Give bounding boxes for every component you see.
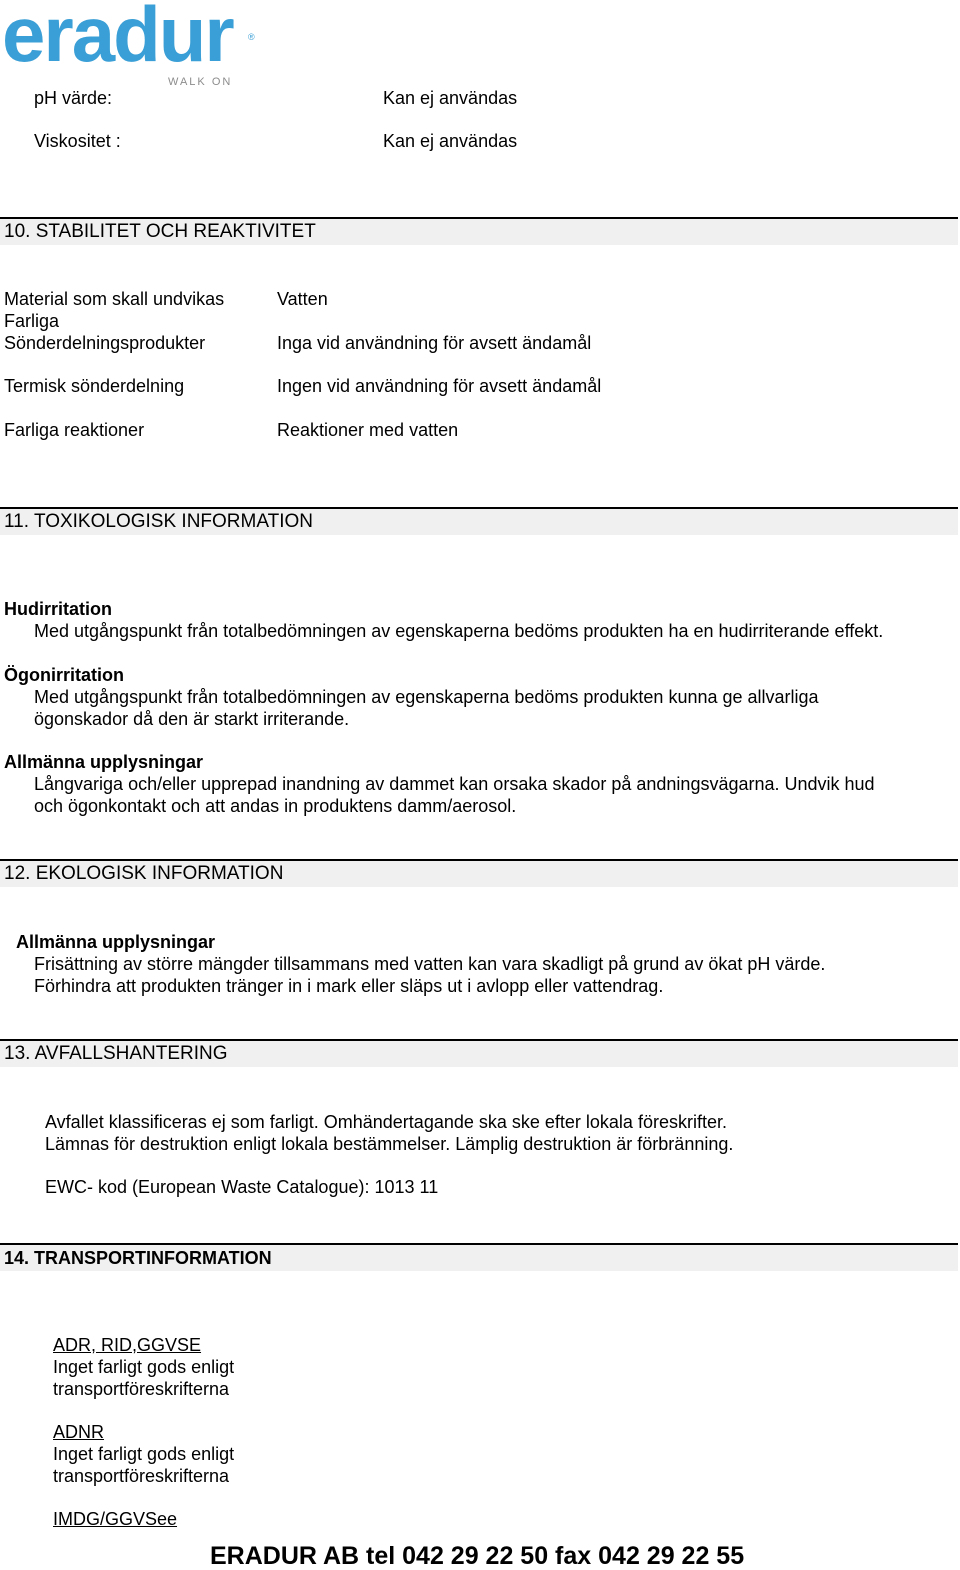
s14-adr-text-2: transportföreskrifterna (53, 1379, 230, 1399)
s11-ogon-text-2: ögonskador då den är starkt irriterande. (34, 709, 350, 729)
s14-adnr-text-2: transportföreskrifterna (53, 1466, 230, 1486)
s13-text-2: Lämnas för destruktion enligt lokala bestämmelser. Lämplig destruktion är förbränning. (45, 1134, 734, 1154)
section-14-heading: 14. TRANSPORTINFORMATION (0, 1243, 958, 1271)
s10-label-sonderdelning: Sönderdelningsprodukter (4, 333, 206, 353)
s12-text-2: Förhindra att produkten tränger in i mark eller släps ut i avlopp eller vattendrag. (34, 976, 664, 996)
s11-allm-text-1: Långvariga och/eller upprepad inandning av dammet kan orsaka skador på andningsvägarna. Undvik hud (34, 774, 875, 794)
logo-registered-mark: ® (248, 32, 255, 42)
section-12-heading: 12. EKOLOGISK INFORMATION (0, 859, 958, 887)
s13-text-1: Avfallet klassificeras ej som farligt. Omhändertagande ska ske efter lokala föreskrifter. (45, 1112, 727, 1132)
viscosity-label: Viskositet : (34, 131, 121, 151)
section-13-heading: 13. AVFALLSHANTERING (0, 1039, 958, 1067)
s14-adr-title: ADR, RID,GGVSE (53, 1335, 202, 1355)
s11-allm-title: Allmänna upplysningar (4, 752, 204, 772)
logo-tagline: WALK ON (168, 76, 233, 88)
ph-label: pH värde: (34, 88, 113, 108)
s10-value-sonderdelning: Inga vid användning för avsett ändamål (277, 333, 592, 353)
section-11-heading: 11. TOXIKOLOGISK INFORMATION (0, 507, 958, 535)
footer-contact: ERADUR AB tel 042 29 22 50 fax 042 29 22 55 (210, 1542, 745, 1570)
viscosity-value: Kan ej användas (383, 131, 518, 151)
s14-imdg-title: IMDG/GGVSee (53, 1509, 178, 1529)
s11-ogon-text-1: Med utgångspunkt från totalbedömningen av egenskaperna bedöms produkten kunna ge allvarliga (34, 687, 819, 707)
s10-value-reaktioner: Reaktioner med vatten (277, 420, 459, 440)
s14-adnr-text-1: Inget farligt gods enligt (53, 1444, 235, 1464)
s10-label-material: Material som skall undvikas (4, 289, 225, 309)
logo-wordmark: eradur (2, 0, 233, 78)
s14-adr-text-1: Inget farligt gods enligt (53, 1357, 235, 1377)
ph-value: Kan ej användas (383, 88, 518, 108)
s10-value-material: Vatten (277, 289, 328, 309)
s12-title: Allmänna upplysningar (16, 932, 216, 952)
section-10-heading: 10. STABILITET OCH REAKTIVITET (0, 217, 958, 245)
s10-label-reaktioner: Farliga reaktioner (4, 420, 145, 440)
s12-text-1: Frisättning av större mängder tillsammans med vatten kan vara skadligt på grund av ökat pH värde. (34, 954, 826, 974)
s14-adnr-title: ADNR (53, 1422, 105, 1442)
s11-ogon-title: Ögonirritation (4, 665, 124, 685)
s11-hud-text: Med utgångspunkt från totalbedömningen av egenskaperna bedöms produkten ha en hudirriterande effekt. (34, 621, 884, 641)
s11-hud-title: Hudirritation (4, 599, 112, 619)
s11-allm-text-2: och ögonkontakt och att andas in produktens damm/aerosol. (34, 796, 517, 816)
s13-ewc-code: EWC- kod (European Waste Catalogue): 1013 11 (45, 1177, 439, 1197)
s10-label-termisk: Termisk sönderdelning (4, 376, 185, 396)
s10-value-termisk: Ingen vid användning för avsett ändamål (277, 376, 602, 396)
s10-label-farliga: Farliga (4, 311, 60, 331)
